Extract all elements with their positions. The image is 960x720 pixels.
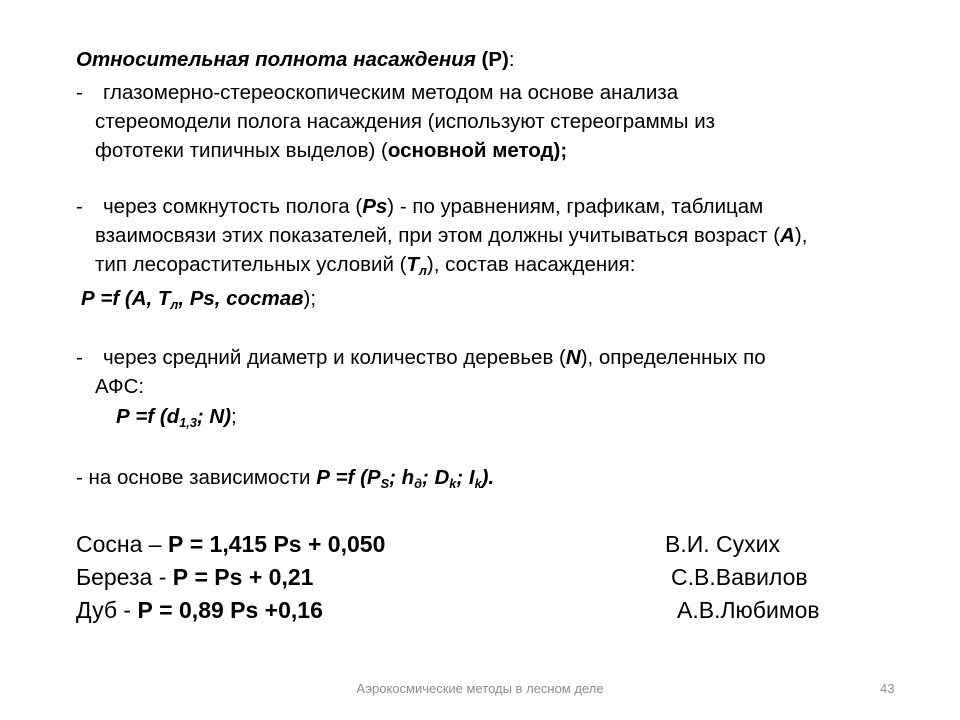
item3-formula: Р =f ($d_{1,3}$; N); [116, 405, 237, 430]
item3-dash: - [76, 346, 83, 369]
footer-text: Аэрокосмические методы в лесном деле [356, 681, 604, 696]
item1-line2: стереомодели полога насаждения (используют стереограммы из [95, 110, 716, 133]
slide-title: Относительная полнота насаждения (P): [76, 48, 515, 71]
item2-formula: Р =f (А, $Т_л$, Ps, состав); [81, 287, 317, 312]
item1-line1: глазомерно-стереоскопическим методом на основе анализа [103, 81, 679, 104]
equation-row-pine: Сосна – Р = 1,415 Рs + 0,050 [76, 531, 386, 557]
item2-dash: - [76, 195, 83, 218]
equation-row-oak: Дуб - Р = 0,89 Рs +0,16 [76, 597, 323, 623]
item2-line2: взаимосвязи этих показателей, при этом должны учитываться возраст (А), [95, 224, 808, 247]
item4-line: - на основе зависимости Р =f ($P_S$; $h_д$; $D_k$; $I_k$). [76, 466, 495, 491]
page-number: 43 [880, 681, 895, 696]
item1-dash: - [76, 81, 83, 104]
item2-line1: через сомкнутость полога (Ps) - по уравнениям, графикам, таблицам [103, 195, 764, 218]
equation-row-birch: Береза - Р = Рs + 0,21 [76, 564, 314, 590]
equation-author-birch: С.В.Вавилов [671, 564, 808, 590]
equation-author-oak: А.В.Любимов [677, 597, 820, 623]
item1-line3: фототеки типичных выделов) (основной метод); [95, 139, 568, 162]
equation-author-pine: В.И. Сухих [665, 531, 780, 557]
item3-line2: АФС: [95, 375, 145, 398]
item3-line1: через средний диаметр и количество деревьев (N), определенных по [103, 346, 766, 369]
item2-line3: тип лесорастительных условий $(Т_л)$, состав насаждения: [95, 253, 636, 278]
